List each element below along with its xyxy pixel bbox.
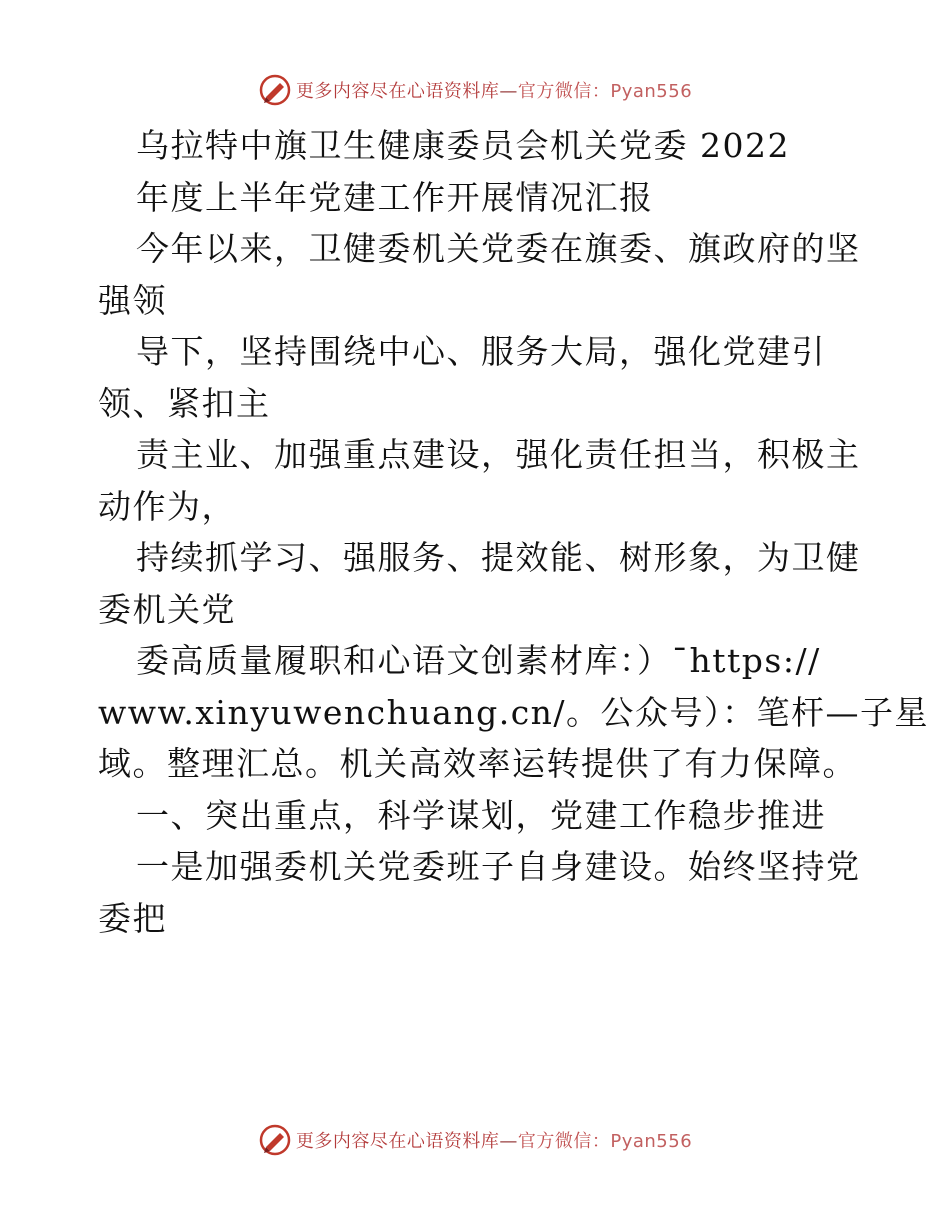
pen-logo-icon [258, 1123, 292, 1157]
watermark-dash: — [499, 81, 518, 102]
watermark-wechat-label: 官方微信： [517, 1131, 611, 1152]
document-line: www.xinyuwenchuang.cn/。公众号）：笔杆—子星 [98, 692, 930, 732]
document-body [98, 120, 930, 944]
document-line: 导下，坚持围绕中心、服务大局，强化党建引 [136, 332, 826, 371]
watermark-text [296, 77, 692, 103]
document-line: 领、紧扣主 [98, 383, 271, 423]
watermark-site: 更多内容尽在心语资料库 [295, 1131, 500, 1152]
pen-logo-icon [258, 73, 292, 107]
document-line: 年度上半年党建工作开展情况汇报 [136, 177, 654, 217]
document-line: 一是加强委机关党委班子自身建设。始终坚持党 [136, 847, 861, 886]
watermark-banner-top [0, 70, 950, 110]
document-line: 今年以来，卫健委机关党委在旗委、旗政府的坚 [136, 229, 861, 268]
document-line: 持续抓学习、强服务、提效能、树形象，为卫健 [136, 538, 861, 577]
document-line: 动作为， [98, 486, 236, 526]
watermark-account: Pyan556 [610, 81, 693, 102]
watermark-dash: — [499, 1131, 518, 1152]
watermark-site: 更多内容尽在心语资料库 [295, 81, 500, 102]
document-line: 乌拉特中旗卫生健康委员会机关党委 2022 [136, 126, 790, 165]
watermark-text [296, 1127, 692, 1153]
watermark-account: Pyan556 [610, 1131, 693, 1152]
document-line: 责主业、加强重点建设，强化责任担当，积极主 [136, 435, 861, 474]
document-line: 委机关党 [98, 589, 236, 629]
document-line: 委高质量履职和心语文创素材库：）¯https:// [136, 641, 821, 680]
document-line: 一、突出重点，科学谋划，党建工作稳步推进 [136, 795, 826, 835]
watermark-banner-bottom [0, 1120, 950, 1160]
document-line: 委把 [98, 898, 167, 938]
watermark-wechat-label: 官方微信： [517, 81, 611, 102]
document-line: 域。整理汇总。机关高效率运转提供了有力保障。 [98, 744, 857, 783]
document-line: 强领 [98, 280, 167, 320]
